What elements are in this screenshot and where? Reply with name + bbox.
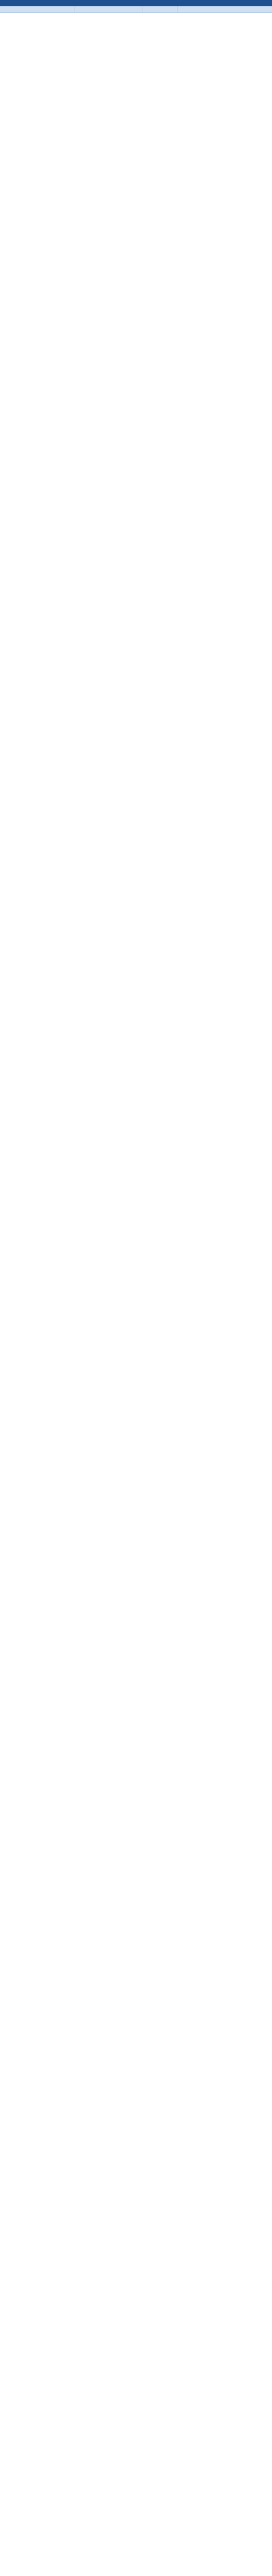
column-header-requirement [178,6,272,13]
table-title [0,0,272,6]
column-header-major [74,6,143,13]
column-header-type [143,6,178,13]
column-header-school [0,6,74,13]
table-body [0,13,272,2576]
